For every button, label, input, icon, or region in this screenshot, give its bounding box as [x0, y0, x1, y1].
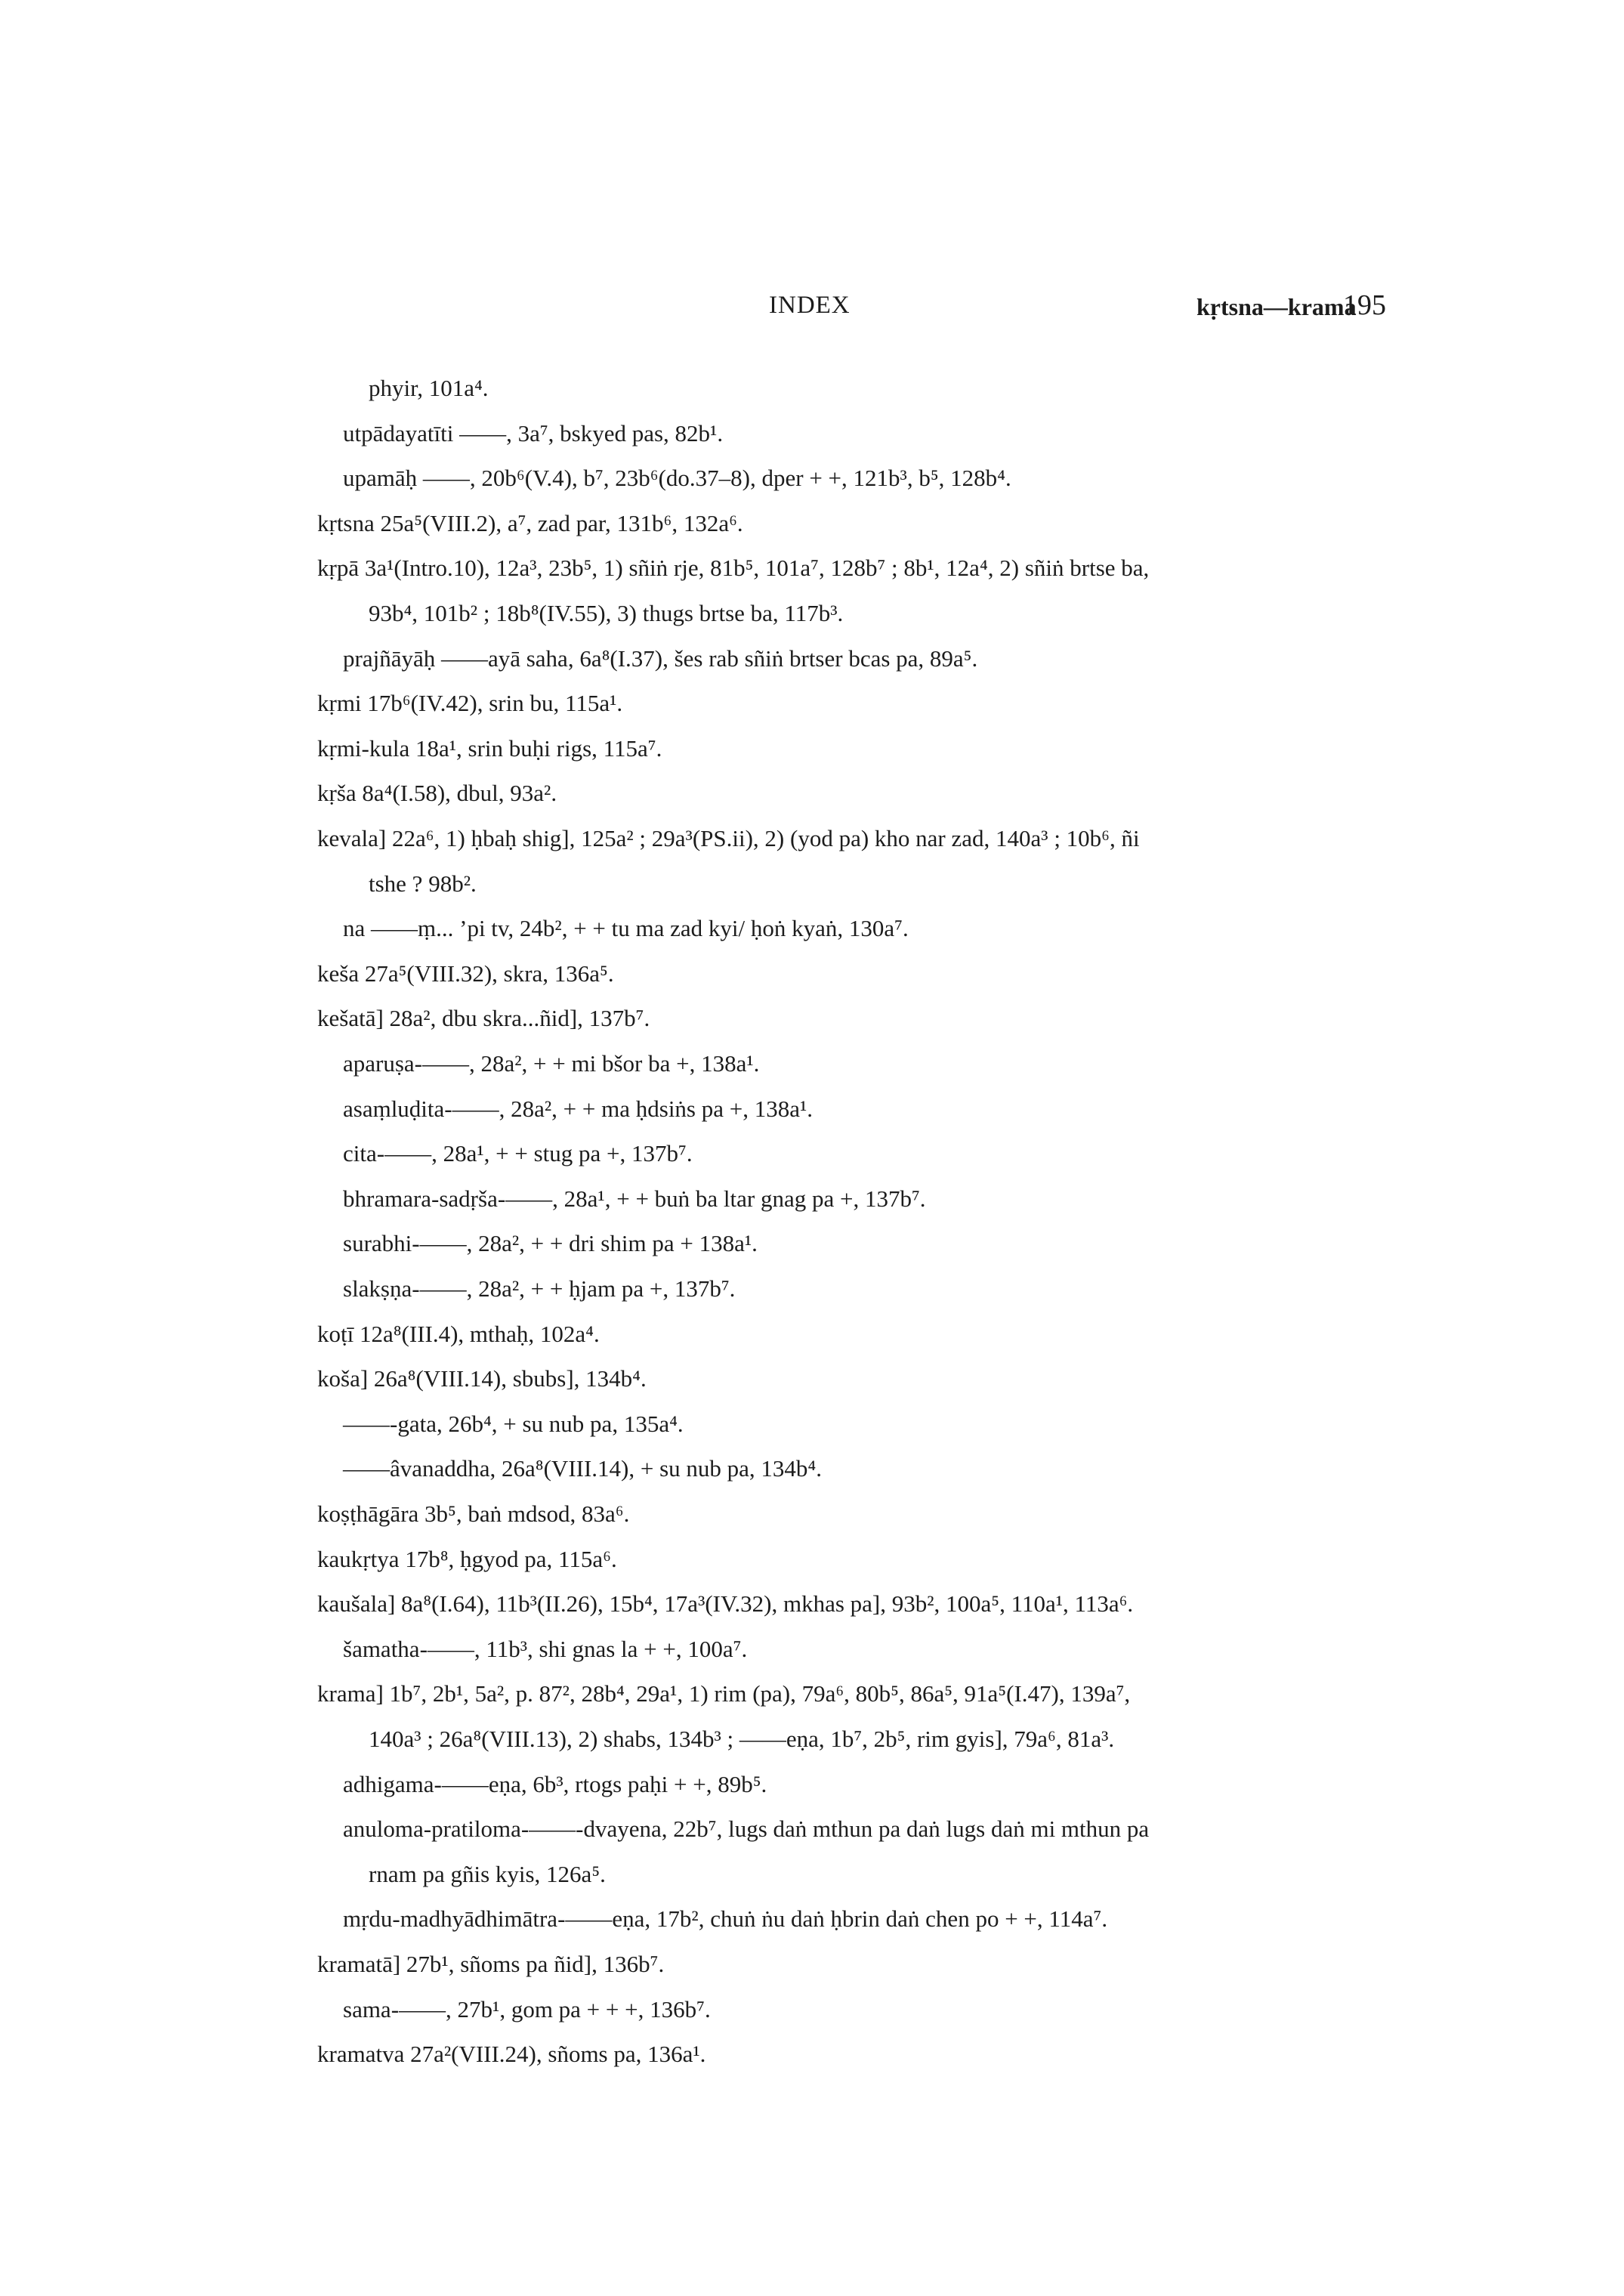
index-entry: keša 27a⁵(VIII.32), skra, 136a⁵. — [317, 960, 614, 987]
index-subentry: ——âvanaddha, 26a⁸(VIII.14), + su nub pa, 134b⁴. — [343, 1455, 822, 1482]
index-entry: koṭī 12a⁸(III.4), mthaḥ, 102a⁴. — [317, 1321, 600, 1347]
index-subentry: adhigama-——eṇa, 6b³, rtogs paḥi + +, 89b⁵. — [343, 1771, 767, 1797]
index-subentry: upamāḥ ——, 20b⁶(V.4), b⁷, 23b⁶(do.37–8), dper + +, 121b³, b⁵, 128b⁴. — [343, 465, 1011, 491]
running-title: INDEX — [769, 292, 851, 319]
index-subentry: surabhi-——, 28a², + + dri shim pa + 138a¹. — [343, 1230, 758, 1256]
index-entry: kṛtsna 25a⁵(VIII.2), a⁷, zad par, 131b⁶, 132a⁶. — [317, 510, 743, 536]
index-entry: koṣṭhāgāra 3b⁵, baṅ mdsod, 83a⁶. — [317, 1500, 630, 1527]
index-entry: kevala] 22a⁶, 1) ḥbaḥ shig], 125a² ; 29a³(PS.ii), 2) (yod pa) kho nar zad, 140a³ ; 10b⁶, ñi — [317, 825, 1140, 851]
index-subentry: sama-——, 27b¹, gom pa + + +, 136b⁷. — [343, 1996, 711, 2023]
index-entry-continuation: 140a³ ; 26a⁸(VIII.13), 2) shabs, 134b³ ; ——eṇa, 1b⁷, 2b⁵, rim gyis], 79a⁶, 81a³. — [369, 1726, 1115, 1752]
index-entry-continuation: tshe ? 98b². — [369, 870, 477, 897]
index-subentry: ——-gata, 26b⁴, + su nub pa, 135a⁴. — [343, 1411, 684, 1437]
index-entry: kṛmi-kula 18a¹, srin buḥi rigs, 115a⁷. — [317, 735, 662, 762]
page-number: 195 — [1343, 289, 1386, 321]
index-entry: kaušala] 8a⁸(I.64), 11b³(II.26), 15b⁴, 17a³(IV.32), mkhas pa], 93b², 100a⁵, 110a¹, 113a⁶. — [317, 1590, 1134, 1617]
index-subentry: cita-——, 28a¹, + + stug pa +, 137b⁷. — [343, 1140, 693, 1167]
index-entry: koša] 26a⁸(VIII.14), sbubs], 134b⁴. — [317, 1365, 647, 1392]
index-entry: kramatva 27a²(VIII.24), sñoms pa, 136a¹. — [317, 2041, 706, 2067]
index-subentry: asaṃluḍita-——, 28a², + + ma ḥdsiṅs pa +, 138a¹. — [343, 1095, 814, 1122]
index-subentry: mṛdu-madhyādhimātra-——eṇa, 17b², chuṅ ṅu daṅ ḥbrin daṅ chen po + +, 114a⁷. — [343, 1905, 1108, 1932]
index-subentry: aparuṣa-——, 28a², + + mi bšor ba +, 138a¹. — [343, 1050, 760, 1077]
index-entry-continuation: rnam pa gñis kyis, 126a⁵. — [369, 1861, 606, 1887]
index-entry: kramatā] 27b¹, sñoms pa ñid], 136b⁷. — [317, 1951, 665, 1977]
index-entry: kaukṛtya 17b⁸, ḥgyod pa, 115a⁶. — [317, 1546, 617, 1572]
index-entry: kṛša 8a⁴(I.58), dbul, 93a². — [317, 780, 557, 806]
index-subentry: na ——ṃ... ’pi tv, 24b², + + tu ma zad kyi/ ḥoṅ kyaṅ, 130a⁷. — [343, 915, 909, 941]
index-subentry: bhramara-sadṛša-——, 28a¹, + + buṅ ba ltar gnag pa +, 137b⁷. — [343, 1185, 926, 1212]
guide-words: kṛtsna—krama — [1196, 293, 1357, 320]
index-entry-continuation: 93b⁴, 101b² ; 18b⁸(IV.55), 3) thugs brtse ba, 117b³. — [369, 600, 844, 626]
page-header — [0, 289, 1624, 337]
index-entry: kṛpā 3a¹(Intro.10), 12a³, 23b⁵, 1) sñiṅ rje, 81b⁵, 101a⁷, 128b⁷ ; 8b¹, 12a⁴, 2) sñiṅ brtse ba, — [317, 555, 1150, 581]
index-subentry: anuloma-pratiloma-——-dvayena, 22b⁷, lugs daṅ mthun pa daṅ lugs daṅ mi mthun pa — [343, 1815, 1150, 1842]
index-subentry: utpādayatīti ——, 3a⁷, bskyed pas, 82b¹. — [343, 420, 724, 447]
index-entry: krama] 1b⁷, 2b¹, 5a², p. 87², 28b⁴, 29a¹, 1) rim (pa), 79a⁶, 80b⁵, 86a⁵, 91a⁵(I.47), 139a⁷, — [317, 1680, 1131, 1707]
index-subentry: prajñāyāḥ ——ayā saha, 6a⁸(I.37), šes rab sñiṅ brtser bcas pa, 89a⁵. — [343, 645, 978, 672]
index-entry-continuation: phyir, 101a⁴. — [369, 375, 489, 401]
index-entry: kešatā] 28a², dbu skra...ñid], 137b⁷. — [317, 1005, 650, 1031]
index-subentry: šamatha-——, 11b³, shi gnas la + +, 100a⁷. — [343, 1636, 748, 1662]
index-entry: kṛmi 17b⁶(IV.42), srin bu, 115a¹. — [317, 690, 623, 716]
index-subentry: slakṣṇa-——, 28a², + + ḥjam pa +, 137b⁷. — [343, 1275, 736, 1302]
